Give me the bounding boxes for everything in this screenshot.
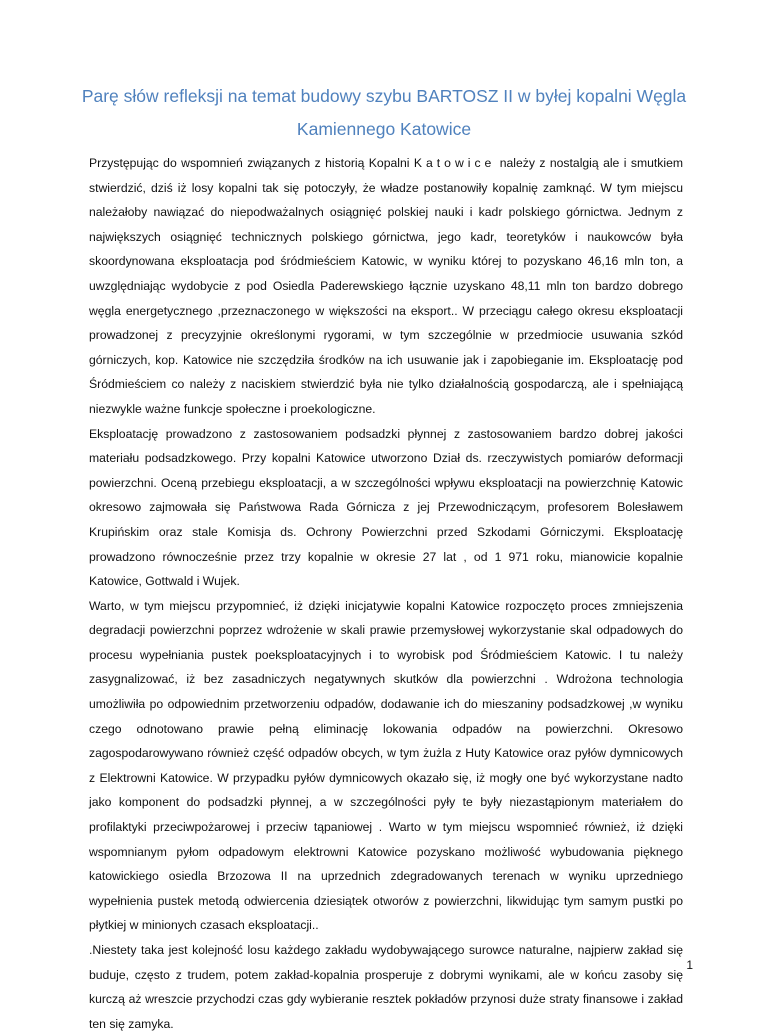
- page-number: 1: [686, 958, 693, 972]
- paragraph-3: Warto, w tym miejscu przypomnieć, iż dzięki inicjatywie kopalni Katowice rozpoczęto proces zmniejszenia degradacji powierzchni poprzez wdrożenie w skali prawie przemysłowej wykorzystanie skal odpadowych do procesu wypełniania pustek poeksploatacyjnych i to wyrobisk pod Śródmieściem Katowic. I tu należy zasygnalizować, iż bez zasadniczych negatywnych skutków dla powierzchni . Wdrożona technologia umożliwiła po odpowiednim przetworzeniu odpadów, dodawanie ich do mieszaniny podsadzkowej ,w wyniku czego odnotowano prawie pełną eliminację lokowania odpadów na powierzchni. Okresowo zagospodarowywano również część odpadów obcych, w tym żużla z Huty Katowice oraz pyłów dymnicowych z Elektrowni Katowice. W przypadku pyłów dymnicowych okazało się, iż mogły one być wykorzystane nadto jako komponent do podsadzki płynnej, a w szczególności pyły te były niezastąpionym materiałem do profilaktyki przeciwpożarowej i przeciw tąpaniowej . Warto w tym miejscu wspomnieć również, iż dzięki wspomnianym pyłom odpadowym elektrowni Katowice pozyskano możliwość wybudowania pięknego katowickiego osiedla Brzozowa II na uprzednich zdegradowanych terenach w wyniku uprzedniego wypełnienia pustek metodą odwiercenia dziesiątek otworów z powierzchni, likwidując tym samym pustki po płytkiej w minionych czasach eksploatacji..: [89, 598, 683, 933]
- document-title: Parę słów refleksji na temat budowy szybu BARTOSZ II w byłej kopalni Węgla Kamiennego Katowice: [81, 86, 687, 139]
- paragraph-1-rest: należy z nostalgią ale i smutkiem stwierdzić, dziś iż losy kopalni tak się potoczyły, że władze postanowiły kopalnię zamknąć. W tym miejscu należałoby nawiązać do niepodważalnych osiągnięć polskiej nauki i kadr polskiego górnictwa. Jednym z największych osiągnięć technicznych polskiego górnictwa, jego kadr, teoretyków i naukowców była skoordynowana eksploatacja pod śródmieściem Katowic, w wyniku której to pozyskano 46,16 mln ton, a uwzględniając wydobycie z pod Osiedla Paderewskiego łącznie uzyskano 48,11 mln ton bardzo dobrego węgla energetycznego ,przeznaczonego w większości na eksport.. W przeciągu całego okresu eksploatacji prowadzonej z precyzyjnie określonymi rygorami, w tym szczególnie w przedmiocie usuwania szkód górniczych, kop. Katowice nie szczędziła środków na ich usuwanie jak i zapobieganie im. Eksploatację pod Śródmieściem co należy z naciskiem stwierdzić była nie tylko działalnością gospodarczą, ale i spełniającą niezwykle ważne funkcje społeczne i proekologiczne.: [89, 156, 683, 416]
- paragraph-1-spaced-name: Katowice: [413, 156, 496, 170]
- paragraph-4: .Niestety taka jest kolejność losu każdego zakładu wydobywającego surowce naturalne, najpierw zakład się buduje, często z trudem, potem zakład-kopalnia prosperuje z dobrymi wynikami, ale w końcu zasoby się kurczą aż wreszcie przychodzi czas gdy wybieranie resztek pokładów przynosi duże straty finansowe i zakład ten się zamyka.: [89, 943, 683, 1031]
- paragraph-1: [89, 151, 683, 422]
- paragraph-2: Eksploatację prowadzono z zastosowaniem podsadzki płynnej z zastosowaniem bardzo dobrej jakości materiału podsadzkowego. Przy kopalni Katowice utworzono Dział ds. rzeczywistych pomiarów deformacji powierzchni. Oceną przebiegu eksploatacji, a w szczególności wpływu eksploatacji na powierzchnię Katowic okresowo zajmowała się Państwowa Rada Górnicza z jej Przewodniczącym, profesorem Bolesławem Krupińskim oraz stale Komisja ds. Ochrony Powierzchni przed Szkodami Górniczymi. Eksploatację prowadzono równocześnie przez trzy kopalnie w okresie 27 lat , od 1 971 roku, mianowicie kopalnie Katowice, Gottwald i Wujek.: [89, 426, 683, 589]
- document-body: [89, 151, 683, 1036]
- paragraph-1-lead: Przystępując do wspomnień związanych z historią Kopalni: [89, 156, 414, 170]
